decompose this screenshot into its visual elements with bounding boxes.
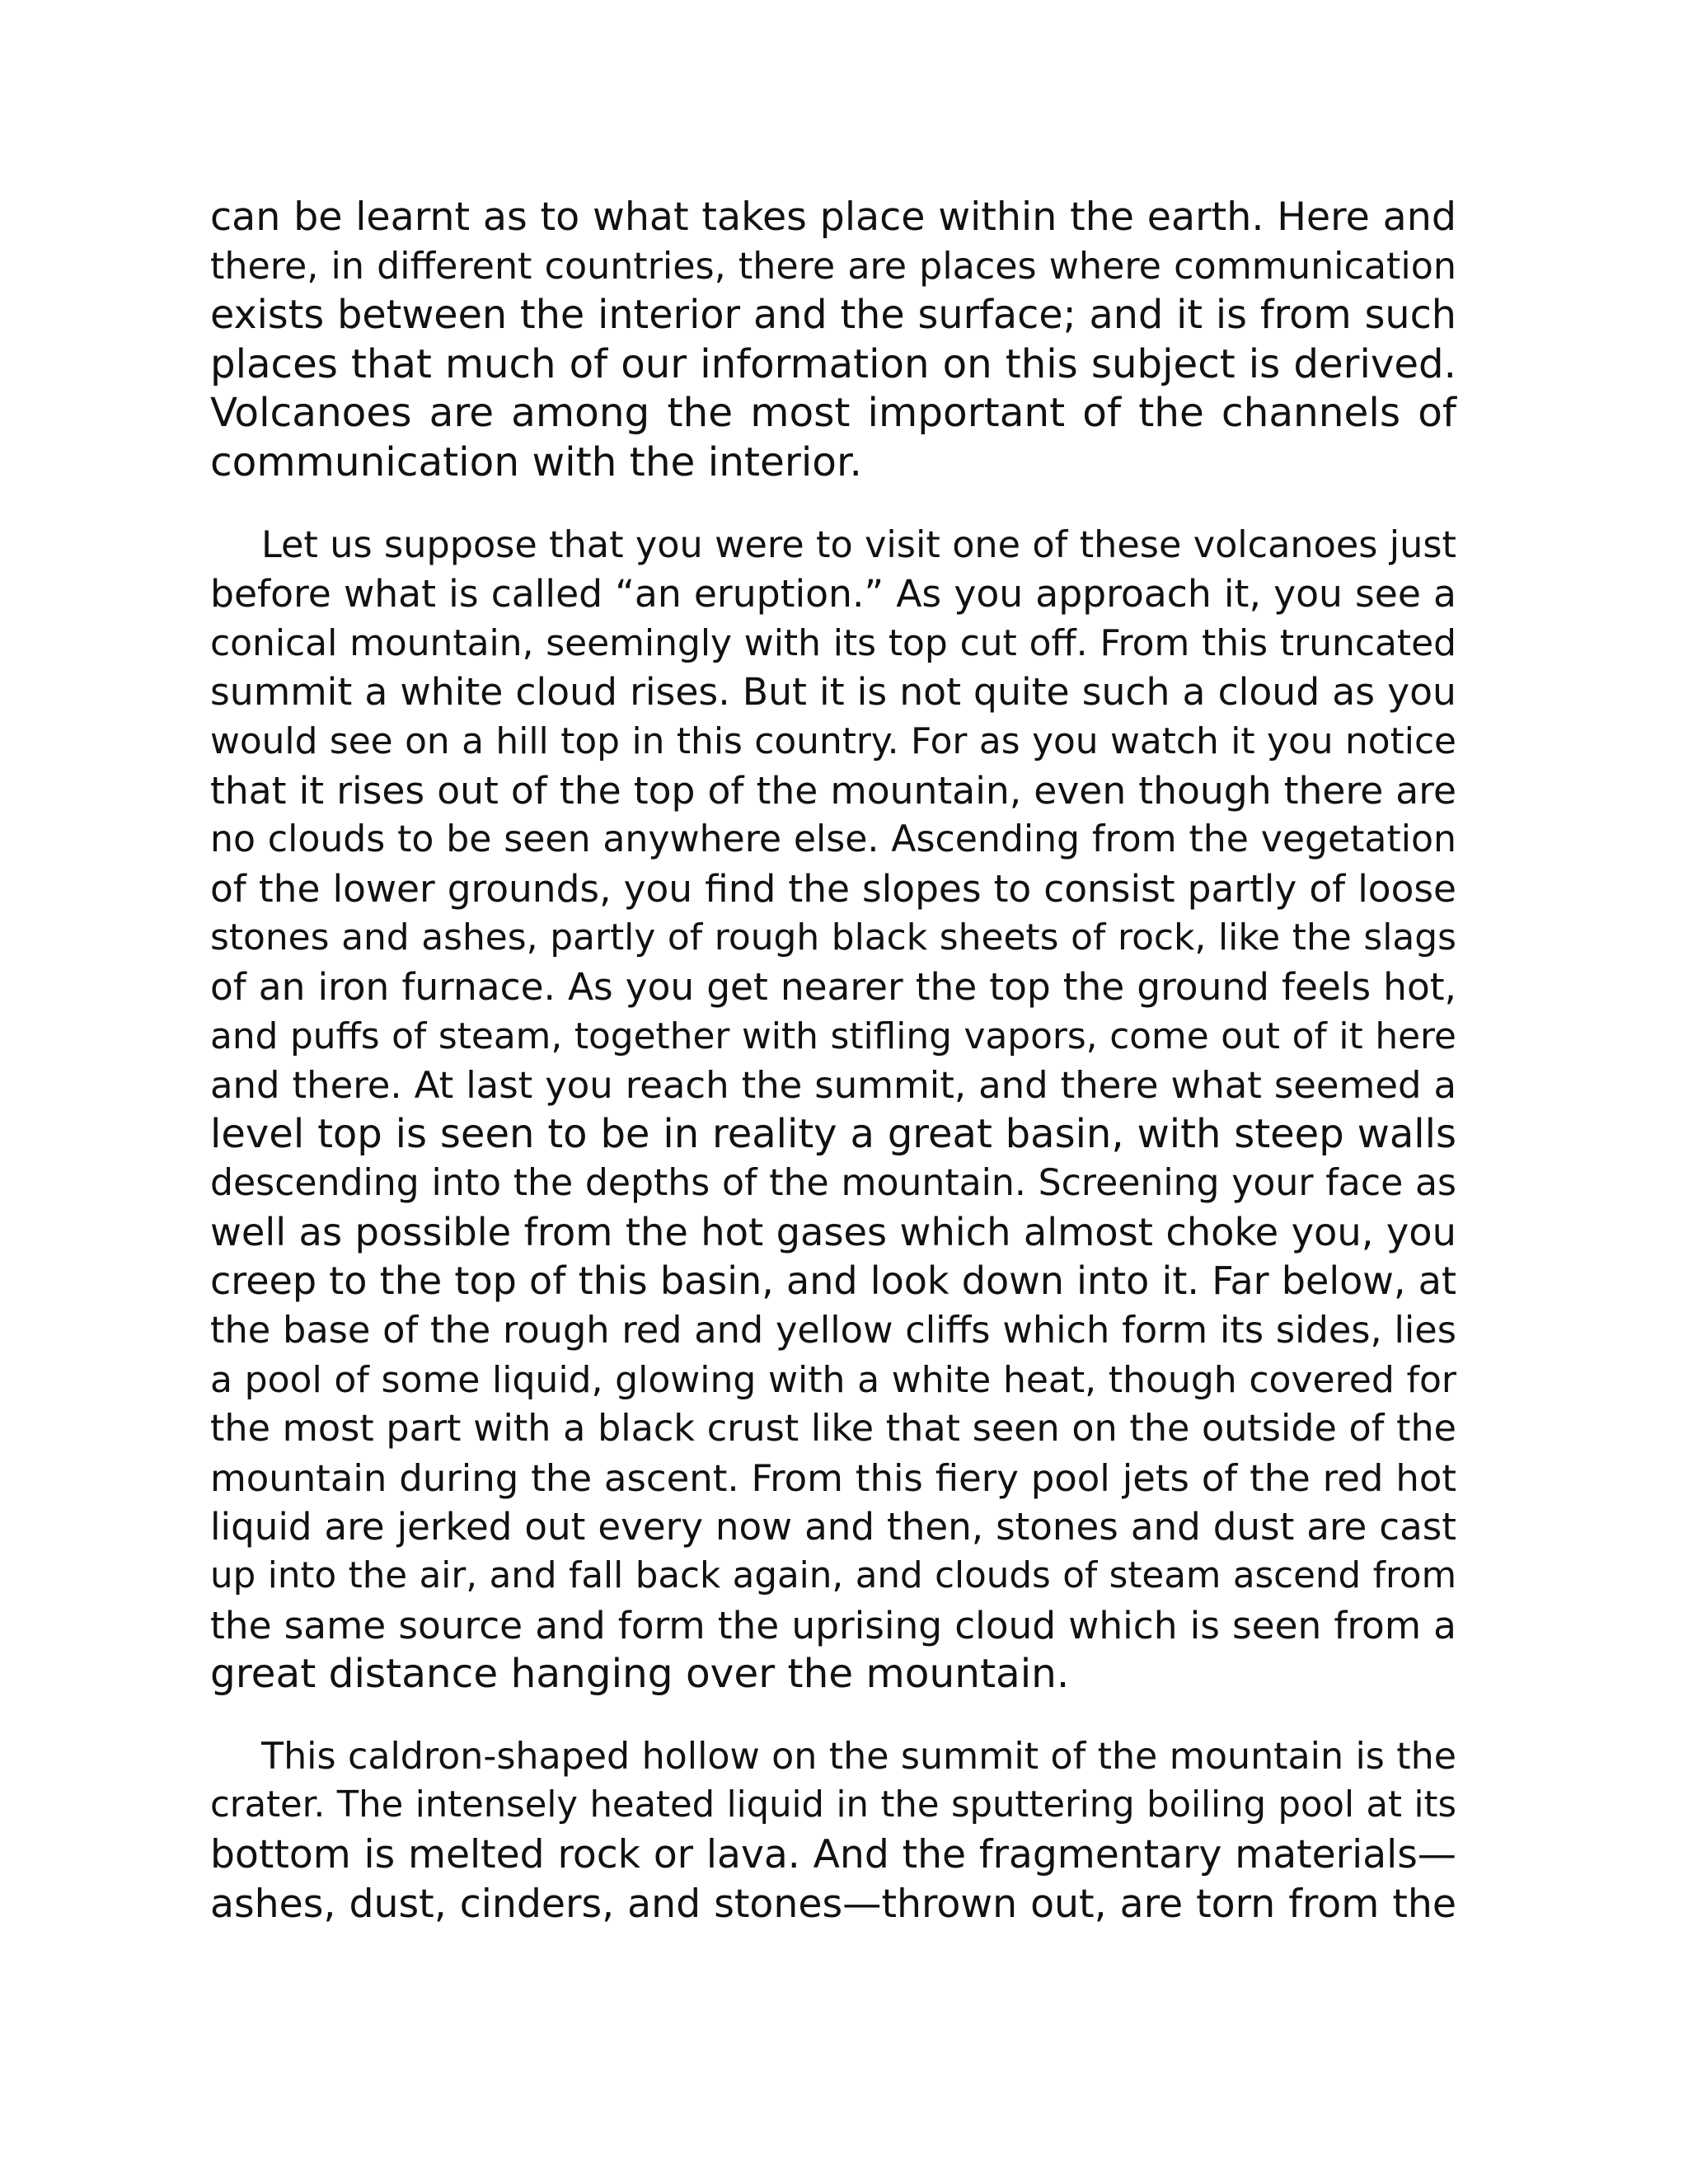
paragraph-1 xyxy=(210,193,1456,488)
text-line: level top is seen to be in reality a great basin, with steep walls xyxy=(210,1110,1456,1157)
text-line: the base of the rough red and yellow cliffs which form its sides, lies xyxy=(210,1309,1456,1352)
text-line: the most part with a black crust like that seen on the outside of the xyxy=(210,1408,1456,1451)
text-line: a pool of some liquid, glowing with a white heat, though covered for xyxy=(210,1358,1456,1401)
text-line: creep to the top of this basin, and look down into it. Far below, at xyxy=(210,1258,1456,1304)
text-line: can be learnt as to what takes place within the earth. Here and xyxy=(210,194,1456,240)
text-line: that it rises out of the top of the mountain, even though there are xyxy=(210,768,1456,813)
text-line: of an iron furnace. As you get nearer the top the ground feels hot, xyxy=(210,964,1456,1009)
text-line: well as possible from the hot gases which almost choke you, you xyxy=(210,1209,1456,1254)
text-line: ashes, dust, cinders, and stones—thrown out, are torn from the xyxy=(210,1881,1456,1927)
text-line: mountain during the ascent. From this fiery pool jets of the red hot xyxy=(210,1455,1456,1500)
text-line: up into the air, and fall back again, and clouds of steam ascend from xyxy=(210,1555,1456,1597)
text-line: would see on a hill top in this country. For as you watch it you notice xyxy=(210,719,1456,762)
paragraph-3 xyxy=(210,1732,1456,1929)
text-line: conical mountain, seemingly with its top cut off. From this truncated xyxy=(210,621,1456,664)
text-line: exists between the interior and the surface; and it is from such xyxy=(210,293,1456,339)
body-text xyxy=(210,193,1456,1929)
text-line: before what is called “an eruption.” As you approach it, you see a xyxy=(210,572,1456,616)
text-line: and puffs of steam, together with stifling vapors, come out of it here xyxy=(210,1015,1456,1057)
text-line: no clouds to be seen anywhere else. Ascending from the vegetation xyxy=(210,818,1456,861)
text-line: This caldron-shaped hollow on the summit of the mountain is the xyxy=(261,1735,1456,1778)
text-line: Volcanoes are among the most important of the channels of xyxy=(210,390,1456,437)
paragraph-2 xyxy=(210,521,1456,1699)
text-line: bottom is melted rock or lava. And the fragmentary materials— xyxy=(210,1832,1456,1877)
text-line: stones and ashes, partly of rough black sheets of rock, like the slags xyxy=(210,916,1456,959)
text-line: great distance hanging over the mountain. xyxy=(210,1651,1070,1698)
text-line: and there. At last you reach the summit, and there what seemed a xyxy=(210,1063,1456,1108)
text-line: the same source and form the uprising cloud which is seen from a xyxy=(210,1603,1456,1647)
text-line: crater. The intensely heated liquid in the sputtering boiling pool at its xyxy=(210,1784,1456,1826)
text-line: places that much of our information on this subject is derived. xyxy=(210,340,1456,387)
text-line: descending into the depths of the mountain. Screening your face as xyxy=(210,1162,1456,1205)
text-line: of the lower grounds, you find the slopes to consist partly of loose xyxy=(210,866,1456,911)
text-line: liquid are jerked out every now and then, stones and dust are cast xyxy=(210,1505,1456,1549)
text-line: Let us suppose that you were to visit one of these volcanoes just xyxy=(261,523,1456,566)
text-line: communication with the interior. xyxy=(210,438,862,485)
text-line: there, in different countries, there are places where communication xyxy=(210,245,1456,288)
text-line: summit a white cloud rises. But it is not quite such a cloud as you xyxy=(210,670,1456,715)
